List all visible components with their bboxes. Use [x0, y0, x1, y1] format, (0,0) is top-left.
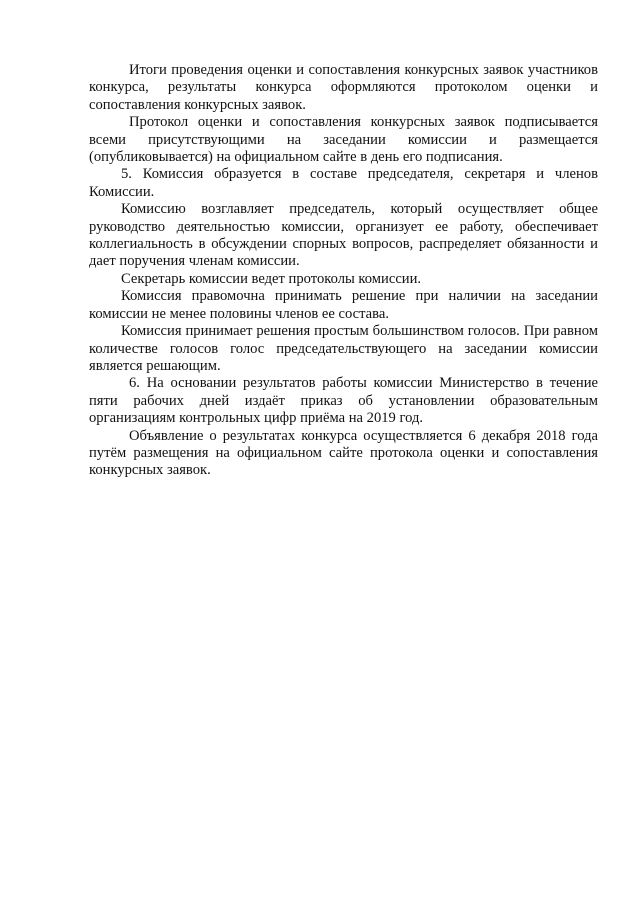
paragraph-announcement: Объявление о результатах конкурса осуществляется 6 декабря 2018 года путём размещения на официальном сайте протокола оценки и сопоставления конкурсных заявок. — [89, 427, 598, 479]
paragraph-quorum: Комиссия правомочна принимать решение при наличии на заседании комиссии не менее половины членов ее состава. — [89, 288, 598, 322]
paragraph-chairman-duties: Комиссию возглавляет председатель, который осуществляет общее руководство деятельностью комиссии, организует ее работу, обеспечивает коллегиальность в обсуждении спорных вопросов, распределяет обязанности и дает поручения членам комиссии. — [89, 201, 598, 270]
paragraph-voting: Комиссия принимает решения простым большинством голосов. При равном количестве голосов голос председательствующего на заседании комиссии является решающим. — [89, 323, 598, 374]
paragraph-commission-composition: 5. Комиссия образуется в составе председателя, секретаря и членов Комиссии. — [89, 166, 598, 200]
paragraph-evaluation-results: Итоги проведения оценки и сопоставления конкурсных заявок участников конкурса, результаты конкурса оформляются протоколом оценки и сопоставления конкурсных заявок. — [89, 62, 598, 113]
document-body — [89, 62, 598, 480]
paragraph-ministry-order: 6. На основании результатов работы комиссии Министерство в течение пяти рабочих дней издаёт приказ об установлении образовательным организациям контрольных цифр приёма на 2019 год. — [89, 375, 598, 427]
paragraph-protocol-signing: Протокол оценки и сопоставления конкурсных заявок подписывается всеми присутствующими на заседании комиссии и размещается (опубликовывается) на официальном сайте в день его подписания. — [89, 114, 598, 166]
paragraph-secretary-duties: Секретарь комиссии ведет протоколы комиссии. — [121, 270, 422, 287]
